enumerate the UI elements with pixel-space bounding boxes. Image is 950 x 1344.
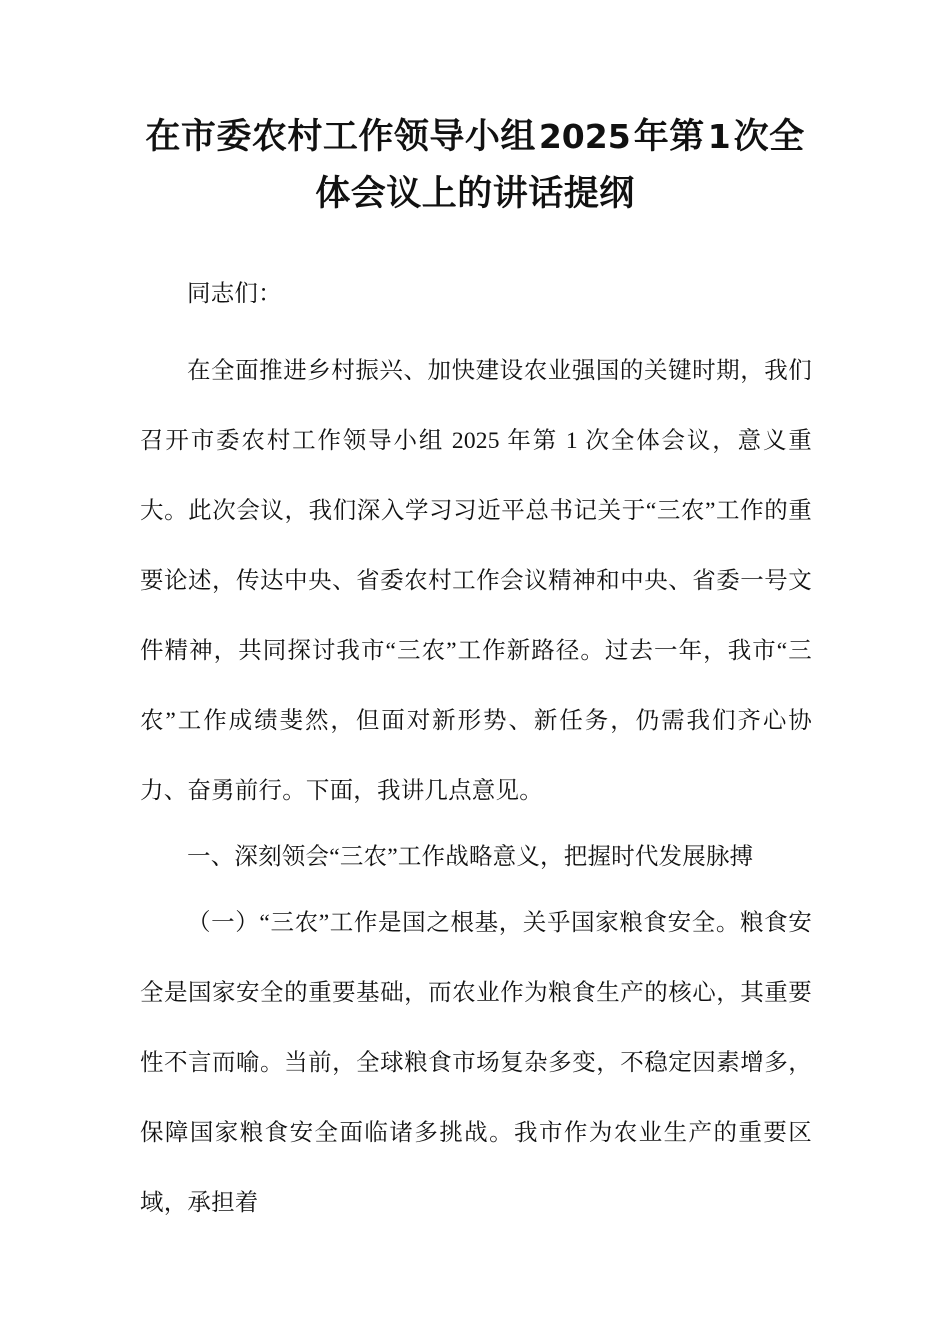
page-title-line-1 <box>128 108 822 166</box>
paragraph-opening: 在全面推进乡村振兴、加快建设农业强国的关键时期，我们召开市委农村工作领导小组 2025 年第 1 次全体会议，意义重大。此次会议，我们深入学习习近平总书记关于“三农”工作的重要论述，传达中央、省委农村工作会议精神和中央、省委一号文件精神，共同探讨我市“三农”工作新路径。过去一年，我市“三农”工作成绩斐然，但面对新形势、新任务，仍需我们齐心协力、奋勇前行。下面，我讲几点意见。 <box>140 358 812 804</box>
title-text-2: 年第 <box>633 117 705 157</box>
title-text-3: 次全 <box>733 117 805 157</box>
salutation-line: 同志们： <box>187 281 282 307</box>
subsection-1-1: （一）“三农”工作是国之根基，关乎国家粮食安全。粮食安全是国家安全的重要基础，而农业作为粮食生产的核心，其重要性不言而喻。当前，全球粮食市场复杂多变，不稳定因素增多，保障国家粮食安全面临诸多挑战。我市作为农业生产的重要区域，承担着 <box>140 910 812 1216</box>
title-text-1: 在市委农村工作领导小组 <box>145 117 536 157</box>
page-title-line-2: 体会议上的讲话提纲 <box>315 174 635 214</box>
page-title <box>128 108 822 223</box>
document-body <box>140 268 812 1238</box>
title-session-number: 1 <box>707 117 731 156</box>
section-heading-1: 一、深刻领会“三农”工作战略意义，把握时代发展脉搏 <box>187 844 754 870</box>
title-year: 2025 <box>538 117 631 156</box>
